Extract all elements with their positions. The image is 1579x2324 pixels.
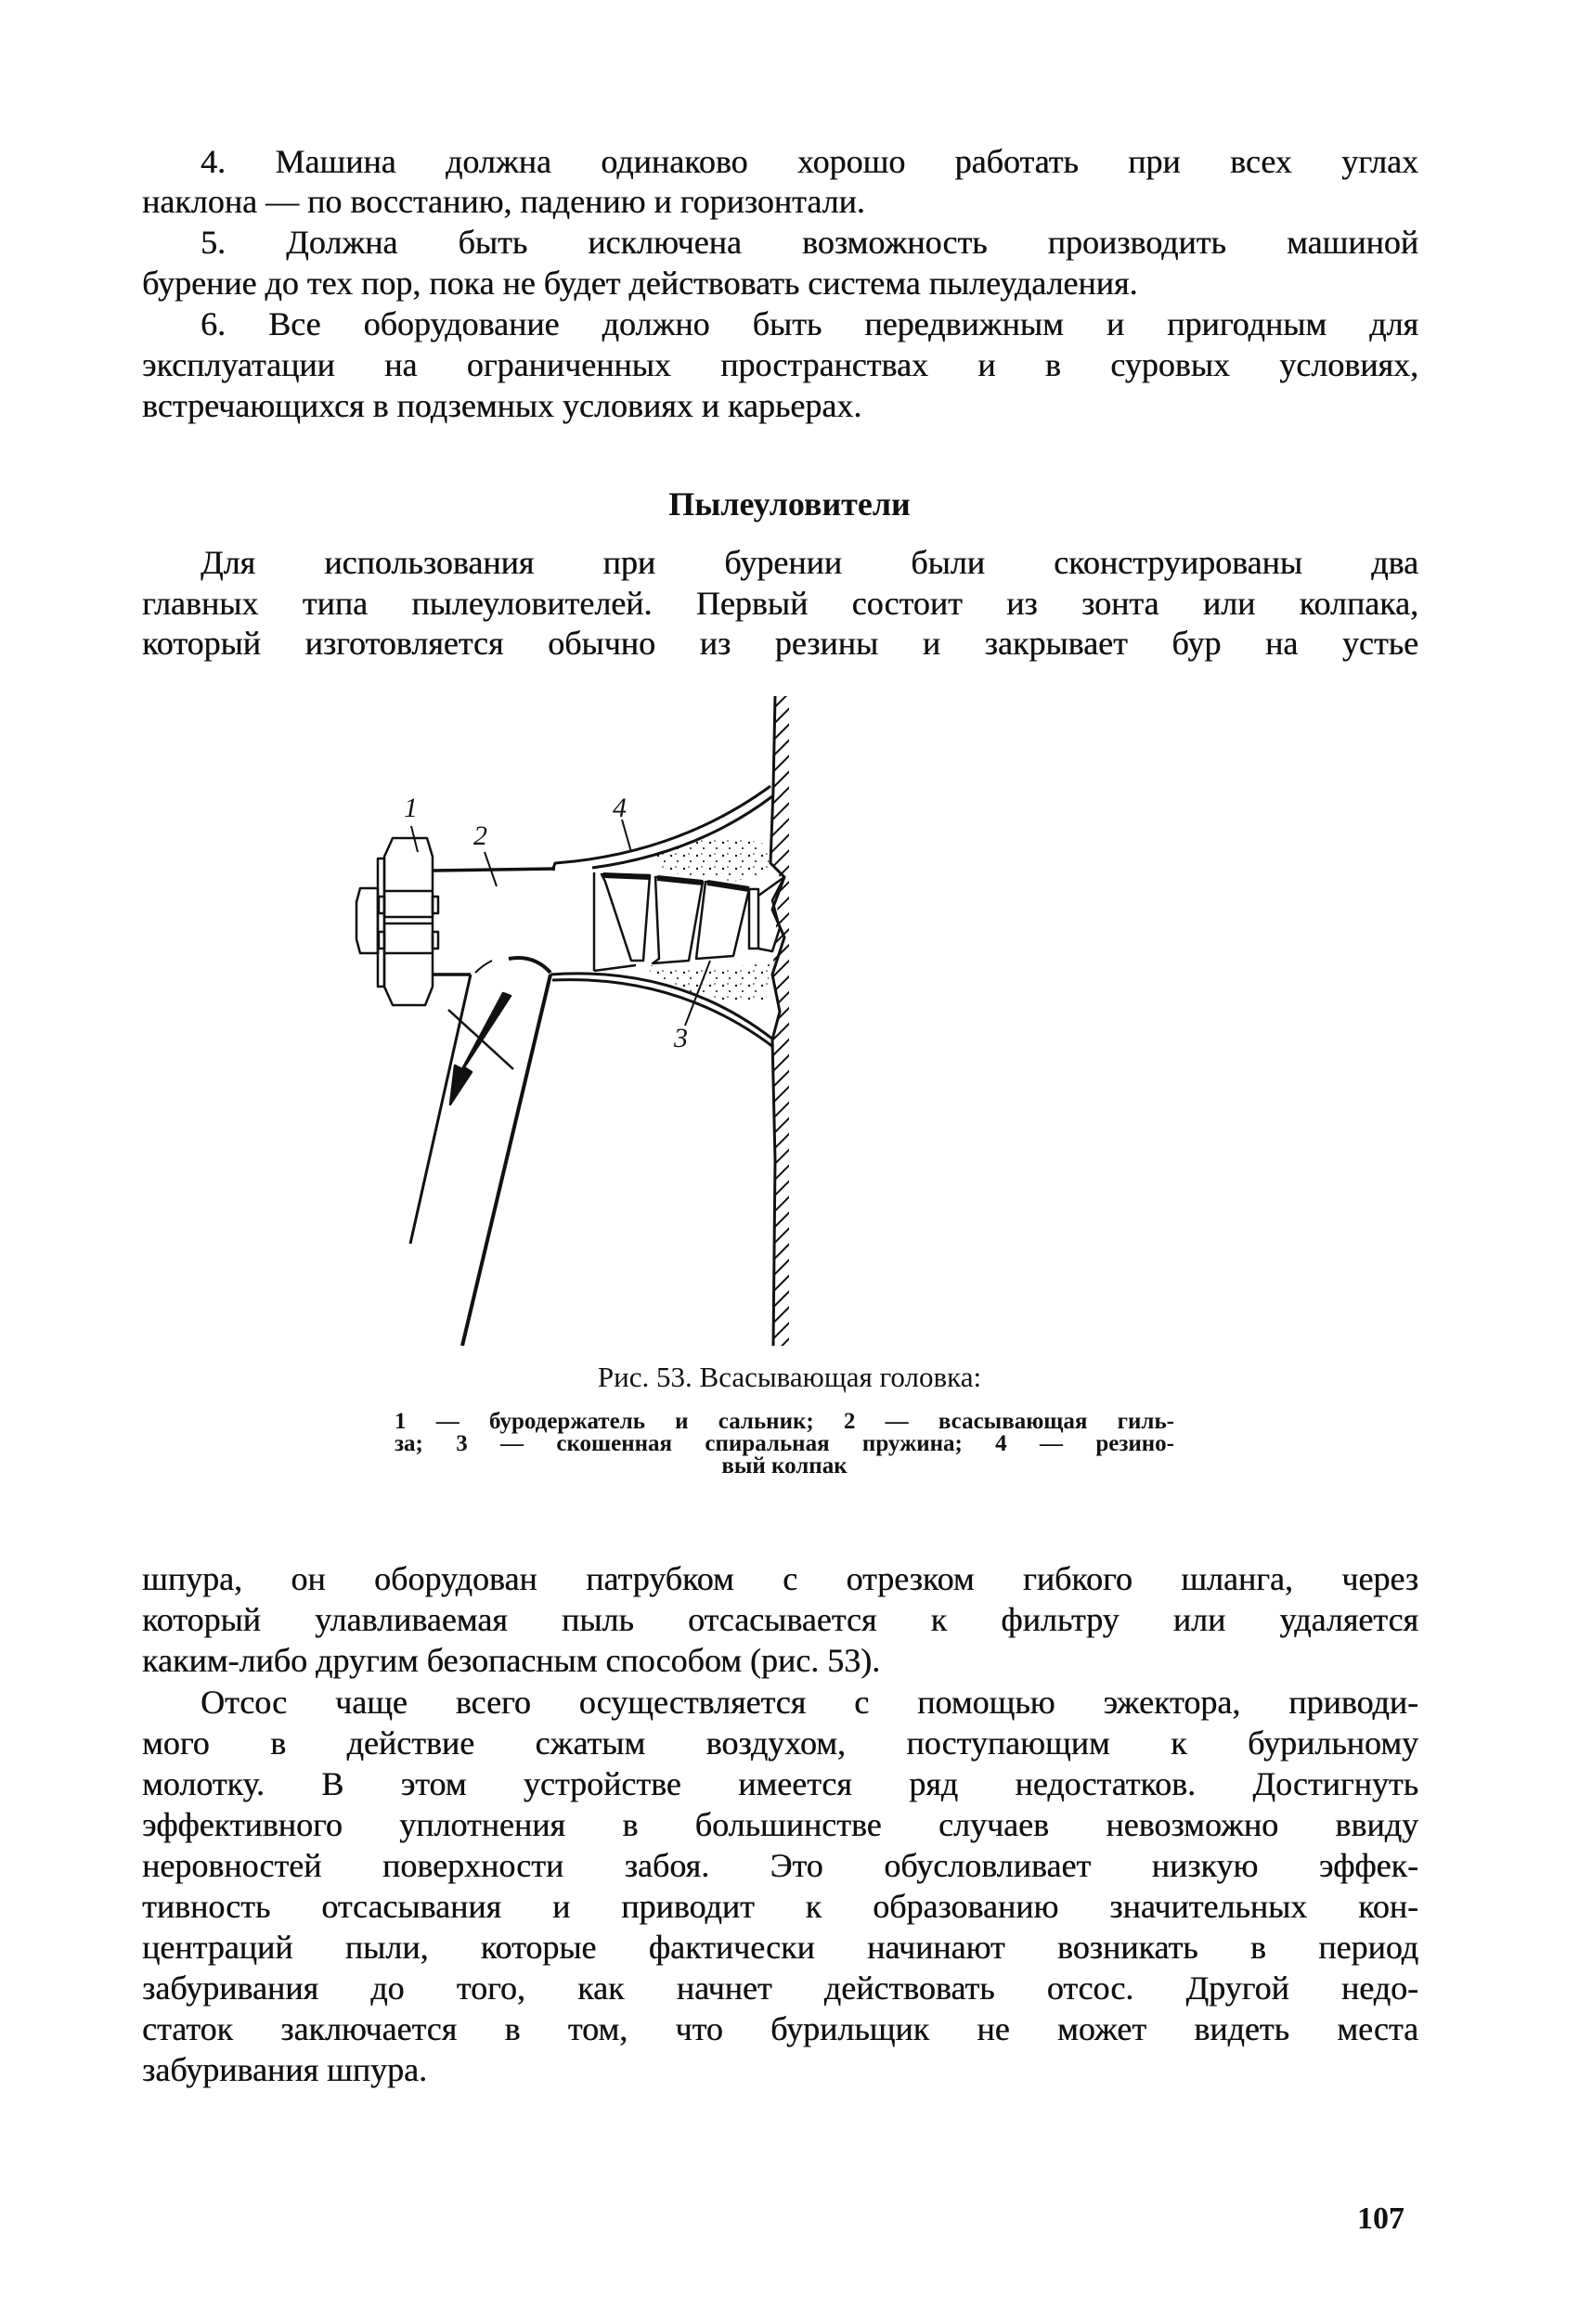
dust-cloud [650, 838, 770, 882]
body-line: забуривания до того, как начнет действовать отсос. Другой недо- [142, 1969, 1418, 2007]
figure-caption-title: Рис. 53. Всасывающая головка: [597, 1361, 982, 1393]
figure-caption-line: вый колпак [721, 1453, 848, 1478]
body-line: неровностей поверхности забоя. Это обусловливает низкую эффек- [142, 1847, 1418, 1884]
label-2: 2 [473, 820, 487, 851]
list-item-4-line-2: наклона — по восстанию, падению и горизонтали. [142, 183, 865, 220]
hose-outlet [410, 975, 550, 1346]
rubber-hood [550, 786, 773, 1047]
airflow-arrow [450, 993, 511, 1104]
list-item-5-line-1: 5. Должна быть исключена возможность производить машиной [201, 224, 1418, 261]
dust-cloud [650, 961, 770, 1003]
list-item-6-line-1: 6. Все оборудование должно быть передвижным и пригодным для [201, 305, 1418, 342]
body-line: молотку. В этом устройстве имеется ряд недостатков. Достигнуть [142, 1765, 1418, 1802]
list-item-4-line-1: 4. Машина должна одинаково хорошо работать при всех углах [201, 143, 1418, 180]
body-line: который улавливаемая пыль отсасывается к фильтру или удаляется [142, 1601, 1418, 1638]
list-item-5-line-2: бурение до тех пор, пока не будет действовать система пылеудаления. [142, 265, 1138, 302]
label-3: 3 [674, 1023, 688, 1053]
body-line: эффективного уплотнения в большинстве случаев невозможно ввиду [142, 1806, 1418, 1843]
body-line: Отсос чаще всего осуществляется с помощью эжектора, приводи- [201, 1684, 1418, 1721]
figure-caption-line: за; 3 — скошенная спиральная пружина; 4 — резино- [395, 1431, 1174, 1456]
label-4: 4 [613, 793, 627, 823]
list-item-6-line-2: эксплуатации на ограниченных пространствах и в суровых условиях, [142, 346, 1418, 383]
list-item-6-line-3: встречающихся в подземных условиях и карьерах. [142, 387, 862, 424]
suction-sleeve [433, 869, 555, 975]
drill-holder [356, 838, 438, 1005]
body-line: тивность отсасывания и приводит к образованию значительных кон- [142, 1888, 1418, 1925]
label-1: 1 [404, 793, 418, 823]
body-line: шпура, он оборудован патрубком с отрезком гибкого шланга, через [142, 1560, 1418, 1597]
body-line: каким-либо другим безопасным способом (рис. 53). [142, 1642, 881, 1679]
spiral-spring [594, 872, 784, 971]
page-number: 107 [1357, 2201, 1404, 2236]
section-heading: Пылеуловители [668, 485, 911, 523]
intro-line: Для использования при бурении были сконструированы два [201, 544, 1418, 581]
suction-head-diagram [343, 696, 1272, 1346]
body-line: мого в действие сжатым воздухом, поступающим к бурильному [142, 1724, 1418, 1762]
figure-caption-line: 1 — буродержатель и сальник; 2 — всасывающая гиль- [395, 1409, 1174, 1434]
intro-line: который изготовляется обычно из резины и закрывает бур на устье [142, 625, 1418, 662]
intro-line: главных типа пылеуловителей. Первый состоит из зонта или колпака, [142, 585, 1418, 622]
rock-wall [770, 696, 789, 1346]
body-line: статок заключается в том, что бурильщик не может видеть места [142, 2010, 1418, 2047]
body-line: забуривания шпура. [142, 2051, 427, 2088]
body-line: центраций пыли, которые фактически начинают возникать в период [142, 1929, 1418, 1966]
